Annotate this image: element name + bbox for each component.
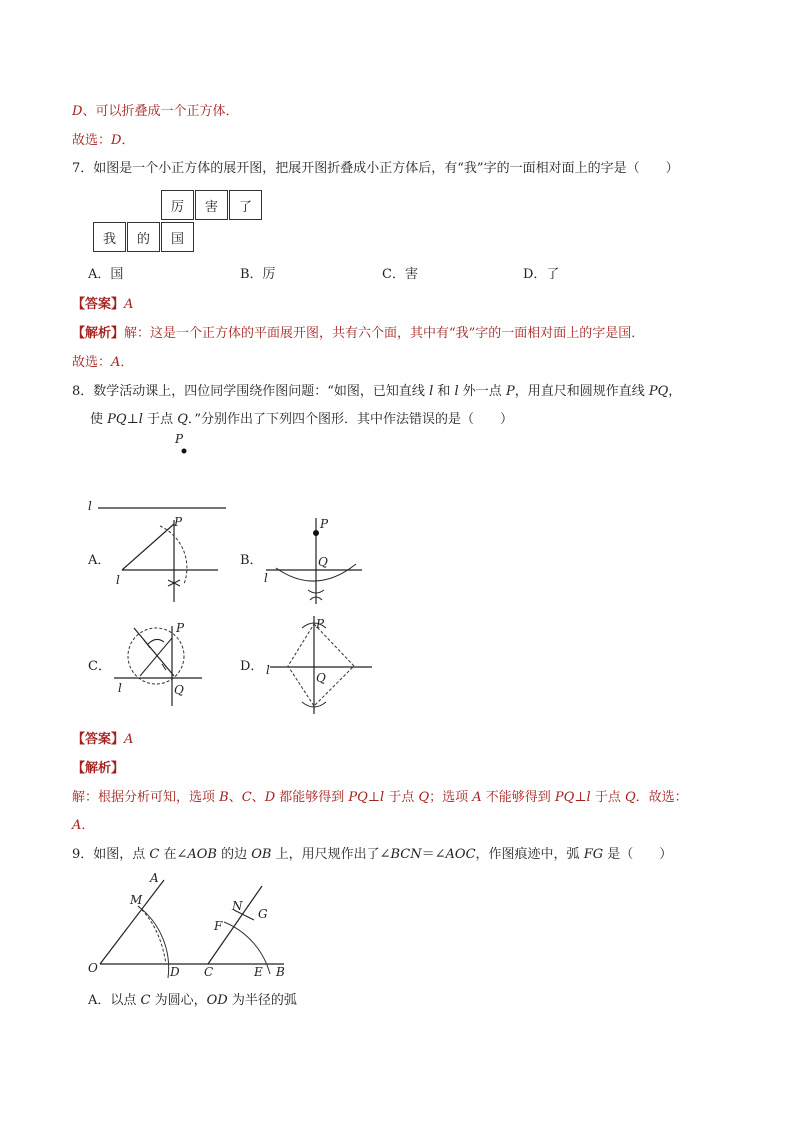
prev-choice: 故选：D． [72,133,135,148]
q7-choice: 故选：A． [72,355,134,370]
label-p: P [320,517,329,531]
point-p [182,449,187,454]
q9-text: 9．如图，点 C 在∠AOB 的边 OB 上，用尺规作出了∠BCN＝∠AOC，作图痕迹中，弧 FG 是（ ） [72,847,673,862]
label-b: B [276,965,285,979]
label-q: Q [174,683,184,697]
q7-option-a: A．国 [88,267,124,282]
q7-text: 7．如图是一个小正方体的展开图，把展开图折叠成小正方体后，有“我”字的一面相对面上的字是（ ） [72,161,679,176]
q8-option-b-label: B． [240,553,263,568]
net-cell-6: 国 [161,222,194,252]
q8-line-1: 8．数学活动课上，四位同学围绕作图问题：“如图，已知直线 l 和 l 外一点 P，用直尺和圆规作直线 PQ， [72,384,682,399]
label-l: l [116,573,120,587]
q8-option-c-label: C． [88,659,111,674]
label-p: P [176,621,185,635]
net-cell-4: 我 [93,222,126,252]
label-q: Q [316,671,326,685]
label-d: D [170,965,180,979]
label-l: l [118,681,122,695]
net-cell-5: 的 [127,222,160,252]
q8-figure-a [110,514,220,604]
label-l: l [88,499,92,513]
net-cell-3: 了 [229,190,262,220]
net-cell-2: 害 [195,190,228,220]
q8-analysis-label: 【解析】 [72,761,125,776]
q8-figure-b [262,514,372,606]
label-n: N [232,899,243,913]
label-q: Q [318,555,328,569]
q9-option-a: A．以点 C 为圆心，OD 为半径的弧 [88,993,297,1008]
q8-figure-c [110,620,220,710]
q7-analysis: 【解析】解：这是一个正方体的平面展开图，共有六个面，其中有“我”字的一面相对面上的字是国． [72,326,645,341]
label-l: l [266,663,270,677]
q7-answer: 【答案】A [72,297,134,312]
label-c: C [204,965,214,979]
label-e: E [254,965,263,979]
label-p: P [175,432,184,446]
q8-analysis-1: 解：根据分析可知，选项 B、C、D 都能够得到 PQ⊥l 于点 Q；选项 A 不能够得到 PQ⊥l 于点 Q．故选： [72,790,688,805]
q9-figure [84,866,304,984]
q8-analysis-2: A． [72,818,95,833]
label-o: O [88,961,98,975]
net-cell-1: 厉 [161,190,194,220]
q8-given-figure [80,430,240,520]
q8-line-2: 使 PQ⊥l 于点 Q．”分别作出了下列四个图形．其中作法错误的是（ ） [90,412,514,427]
q7-option-c: C．害 [382,267,418,282]
q8-option-d-label: D． [240,659,264,674]
q8-option-a-label: A． [88,553,111,568]
q7-option-b: B．厉 [240,267,276,282]
label-g: G [258,907,268,921]
label-l: l [264,571,268,585]
q7-option-d: D．了 [523,267,560,282]
label-f: F [214,919,223,933]
label-m: M [130,893,143,907]
label-p: P [316,617,325,631]
prev-d-option: D、可以折叠成一个正方体． [72,104,239,119]
q8-figure-d [262,614,377,718]
label-p: P [174,515,183,529]
q8-answer: 【答案】A [72,732,134,747]
label-a: A [150,871,159,885]
